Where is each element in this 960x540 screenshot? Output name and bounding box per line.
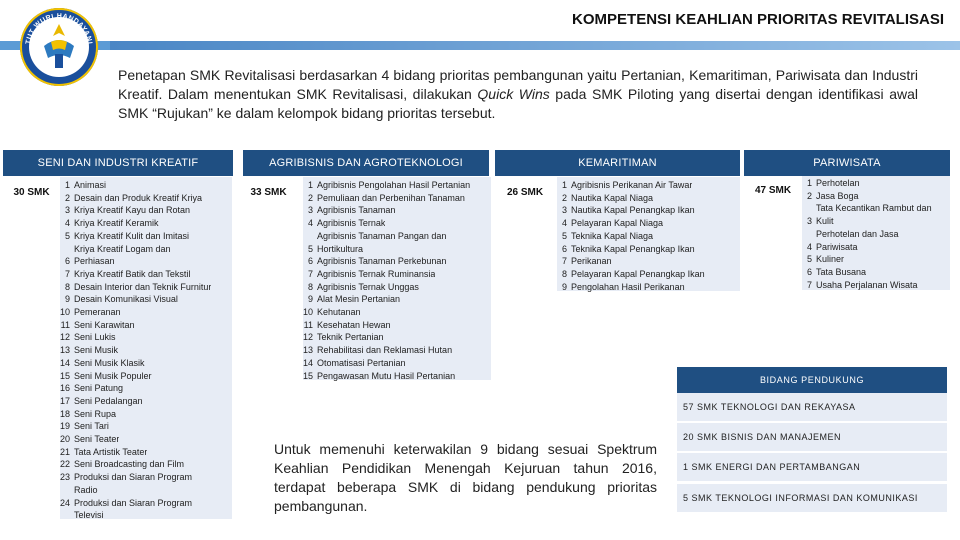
list-item-number: 5 xyxy=(561,230,567,241)
list-item-number: 6 xyxy=(307,256,313,267)
list-item-label: Seni Karawitan xyxy=(74,319,135,330)
list-item xyxy=(60,446,232,459)
list-item xyxy=(557,255,740,268)
list-item-label: Seni Broadcasting dan Film xyxy=(74,459,185,470)
list-item-label: Teknika Kapal Penangkap Ikan xyxy=(571,243,695,254)
list-item-label: Pelayaran Kapal Niaga xyxy=(571,218,664,229)
list-item xyxy=(60,458,232,471)
list-item-number: 1 xyxy=(806,178,812,188)
list-item-number: 3 xyxy=(307,205,313,216)
list-item xyxy=(60,408,232,421)
list-item xyxy=(60,433,232,446)
list-item xyxy=(60,497,232,510)
list-item-label: Kriya Kreatif Keramik xyxy=(74,218,159,229)
list-item-number: 5 xyxy=(806,254,812,265)
sector-header-pariwisata: PARIWISATA xyxy=(744,150,950,176)
list-item-number: 4 xyxy=(307,218,313,229)
list-item-number: 11 xyxy=(60,319,70,330)
list-item-number: 20 xyxy=(60,434,71,445)
list-item xyxy=(557,268,740,281)
list-item-number: 2 xyxy=(561,192,567,203)
list-item-label: Pengawasan Mutu Hasil Pertanian xyxy=(317,370,456,381)
list-item-label: Pengolahan Hasil Perikanan xyxy=(571,281,685,292)
list-item-number: 9 xyxy=(64,294,70,305)
sector-count-kemaritiman: 26 SMK xyxy=(506,186,544,198)
intro-text-italic: Quick Wins xyxy=(477,86,550,102)
list-item xyxy=(60,471,232,484)
list-item-number: 4 xyxy=(561,218,567,229)
list-item-number: 22 xyxy=(60,459,71,470)
list-item-number: 15 xyxy=(60,370,71,381)
list-item-number: 6 xyxy=(64,256,70,267)
list-item-number: 6 xyxy=(806,266,812,277)
list-item xyxy=(60,382,232,395)
list-item xyxy=(557,179,740,192)
sector-list-kemaritiman xyxy=(557,177,740,291)
list-item xyxy=(802,279,950,292)
list-item-number: 8 xyxy=(307,281,313,292)
list-item xyxy=(60,293,232,306)
list-item-label: Jasa Boga xyxy=(816,190,859,201)
list-item xyxy=(557,243,740,256)
list-item-number: 2 xyxy=(64,192,70,203)
sector-count-agribisnis: 33 SMK xyxy=(250,186,287,198)
list-item-label: Televisi xyxy=(74,510,104,521)
list-item-label: Agribisnis Tanaman Perkebunan xyxy=(317,256,447,267)
list-item-label: Teknik Pertanian xyxy=(317,332,384,343)
list-item-label: Agribisnis Tanaman xyxy=(317,205,396,216)
list-item-number: 18 xyxy=(60,408,71,419)
list-item-number: 5 xyxy=(307,243,313,254)
list-item-label: Pelayaran Kapal Penangkap Ikan xyxy=(571,268,705,279)
list-item-label: Alat Mesin Pertanian xyxy=(317,294,401,305)
list-item-number: 7 xyxy=(561,256,567,267)
list-item-label: Perhotelan dan Jasa xyxy=(816,228,899,239)
intro-text-1: Penetapan SMK Revitalisasi berdasarkan 4 bidang prioritas pembangunan yaitu Pertanian, Kemaritiman, Pariwisata dan Industri Kreatif. Dalam menentukan SMK Revitalisasi, dilakukan xyxy=(118,67,918,102)
list-item-number: 6 xyxy=(561,243,567,254)
header-bar-gradient xyxy=(110,41,960,50)
list-item-label: Agribisnis Perikanan Air Tawar xyxy=(571,180,693,190)
list-item xyxy=(802,202,950,215)
list-item-number: 7 xyxy=(307,268,313,279)
list-item-number: 15 xyxy=(303,370,314,381)
list-item xyxy=(303,192,491,205)
tut-wuri-handayani-logo-icon xyxy=(18,6,100,88)
list-item-number: 8 xyxy=(561,268,567,279)
support-item-teknologi-rekayasa: 57 SMK TEKNOLOGI DAN REKAYASA xyxy=(677,393,947,421)
list-item-label: Produksi dan Siaran Program xyxy=(74,472,193,483)
list-item-label: Kuliner xyxy=(816,254,845,265)
list-item-number: 7 xyxy=(806,279,812,290)
list-item-number: 1 xyxy=(561,180,567,190)
list-item-label: Desain Komunikasi Visual xyxy=(74,294,178,305)
list-item-label: Nautika Kapal Penangkap Ikan xyxy=(571,205,695,216)
list-item-number xyxy=(802,202,816,215)
list-item xyxy=(303,319,491,332)
list-item-label: Kriya Kreatif Logam dan xyxy=(74,243,171,254)
list-item-label: Seni Lukis xyxy=(74,332,116,343)
support-item-energi-pertambangan: 1 SMK ENERGI DAN PERTAMBANGAN xyxy=(677,453,947,481)
list-item-number: 4 xyxy=(64,218,70,229)
list-item xyxy=(303,243,491,256)
list-item-number: 13 xyxy=(60,345,71,356)
list-item-number: 14 xyxy=(60,357,71,368)
list-item xyxy=(60,509,232,522)
sector-list-pariwisata xyxy=(802,176,950,290)
list-item-label: Perikanan xyxy=(571,256,612,267)
list-item-number: 19 xyxy=(60,421,71,432)
list-item xyxy=(303,331,491,344)
list-item xyxy=(303,344,491,357)
list-item-label: Kriya Kreatif Batik dan Tekstil xyxy=(74,268,191,279)
list-item xyxy=(60,230,232,243)
list-item-label: Kriya Kreatif Kayu dan Rotan xyxy=(74,205,191,216)
list-item-label: Seni Patung xyxy=(74,383,124,394)
list-item-number: 12 xyxy=(60,332,71,343)
list-item xyxy=(60,484,232,497)
list-item-number xyxy=(60,509,74,522)
list-item xyxy=(303,230,491,243)
list-item xyxy=(303,306,491,319)
list-item-number: 24 xyxy=(60,497,71,508)
list-item-label: Seni Tari xyxy=(74,421,109,432)
list-item xyxy=(60,306,232,319)
list-item-number: 9 xyxy=(307,294,313,305)
list-item-number: 21 xyxy=(60,446,71,457)
list-item-number: 10 xyxy=(303,307,314,318)
list-item xyxy=(60,420,232,433)
list-item-number: 1 xyxy=(64,180,70,190)
list-item-label: Seni Musik Klasik xyxy=(74,357,145,368)
list-item xyxy=(557,204,740,217)
list-item-label: Radio xyxy=(74,484,98,495)
list-item xyxy=(303,179,491,192)
list-item-number: 4 xyxy=(806,241,812,252)
list-item-label: Desain dan Produk Kreatif Kriya xyxy=(74,192,203,203)
list-item xyxy=(60,179,232,192)
list-item-number: 16 xyxy=(60,383,71,394)
list-item-number: 14 xyxy=(303,357,314,368)
list-item-number: 11 xyxy=(303,319,313,330)
list-item xyxy=(60,357,232,370)
sector-list-agribisnis xyxy=(303,177,491,380)
list-item-number: 17 xyxy=(60,395,71,406)
list-item-label: Animasi xyxy=(74,180,107,190)
list-item-number: 23 xyxy=(60,472,71,483)
list-item-label: Seni Teater xyxy=(74,434,120,445)
list-item-number: 3 xyxy=(561,205,567,216)
support-item-bisnis-manajemen: 20 SMK BISNIS DAN MANAJEMEN xyxy=(677,423,947,451)
sector-header-kemaritiman: KEMARITIMAN xyxy=(495,150,740,176)
list-item xyxy=(802,177,950,190)
list-item-number xyxy=(60,484,74,497)
list-item-label: Otomatisasi Pertanian xyxy=(317,357,406,368)
list-item-label: Tata Artistik Teater xyxy=(74,446,148,457)
list-item-label: Tata Busana xyxy=(816,266,867,277)
list-item-label: Agribisnis Pengolahan Hasil Pertanian xyxy=(317,180,471,190)
list-item xyxy=(557,230,740,243)
list-item-number: 8 xyxy=(64,281,70,292)
list-item-number: 2 xyxy=(307,192,313,203)
list-item-label: Seni Musik Populer xyxy=(74,370,152,381)
list-item-label: Agribisnis Ternak Ruminansia xyxy=(317,268,436,279)
list-item xyxy=(802,215,950,228)
list-item-label: Produksi dan Siaran Program xyxy=(74,497,193,508)
list-item-number: 10 xyxy=(60,307,71,318)
list-item-label: Nautika Kapal Niaga xyxy=(571,192,654,203)
list-item xyxy=(60,255,232,268)
page-title: KOMPETENSI KEAHLIAN PRIORITAS REVITALISASI xyxy=(572,11,944,28)
intro-paragraph xyxy=(118,66,918,123)
list-item xyxy=(303,217,491,230)
list-item-label: Teknika Kapal Niaga xyxy=(571,230,654,241)
list-item xyxy=(802,241,950,254)
list-item xyxy=(557,217,740,230)
list-item-number xyxy=(303,230,317,243)
list-item-number: 3 xyxy=(806,216,812,227)
list-item xyxy=(60,395,232,408)
list-item-label: Pemeranan xyxy=(74,307,121,318)
list-item-label: Kulit xyxy=(816,216,834,227)
list-item-label: Seni Rupa xyxy=(74,408,117,419)
support-header: BIDANG PENDUKUNG xyxy=(677,367,947,393)
svg-text:TUT WURI HANDAYANI: TUT WURI HANDAYANI xyxy=(25,12,93,45)
list-item-label: Perhiasan xyxy=(74,256,115,267)
list-item-number: 9 xyxy=(561,281,567,292)
list-item-label: Seni Pedalangan xyxy=(74,395,143,406)
list-item-label: Hortikultura xyxy=(317,243,364,254)
list-item xyxy=(303,281,491,294)
list-item-label: Pemuliaan dan Perbenihan Tanaman xyxy=(317,192,465,203)
list-item-label: Agribisnis Ternak xyxy=(317,218,386,229)
list-item xyxy=(802,266,950,279)
list-item-label: Pariwisata xyxy=(816,241,858,252)
support-item-tik: 5 SMK TEKNOLOGI INFORMASI DAN KOMUNIKASI xyxy=(677,484,947,512)
list-item-label: Agribisnis Tanaman Pangan dan xyxy=(317,230,447,241)
list-item-label: Tata Kecantikan Rambut dan xyxy=(816,203,932,214)
list-item xyxy=(303,293,491,306)
note-paragraph: Untuk memenuhi keterwakilan 9 bidang sesuai Spektrum Keahlian Pendidikan Menengah Kejuruan tahun 2016, terdapat beberapa SMK di bidang pendukung prioritas pembangunan. xyxy=(274,441,657,514)
list-item-number xyxy=(60,243,74,256)
list-item xyxy=(802,228,950,241)
list-item-label: Seni Musik xyxy=(74,345,119,356)
list-item-number: 5 xyxy=(64,230,70,241)
list-item xyxy=(303,204,491,217)
list-item xyxy=(60,192,232,205)
list-item xyxy=(60,344,232,357)
list-item-number: 13 xyxy=(303,345,314,356)
list-item-number: 12 xyxy=(303,332,314,343)
sector-header-seni: SENI DAN INDUSTRI KREATIF xyxy=(3,150,233,176)
list-item xyxy=(303,370,491,383)
list-item-number: 3 xyxy=(64,205,70,216)
list-item xyxy=(60,243,232,256)
list-item xyxy=(60,204,232,217)
list-item-label: Perhotelan xyxy=(816,178,860,188)
list-item xyxy=(60,281,232,294)
sector-list-seni xyxy=(60,177,232,519)
list-item xyxy=(303,357,491,370)
list-item-number xyxy=(802,228,816,241)
list-item-number: 1 xyxy=(307,180,313,190)
list-item xyxy=(802,190,950,203)
list-item xyxy=(60,319,232,332)
list-item-label: Rehabilitasi dan Reklamasi Hutan xyxy=(317,345,453,356)
sector-count-seni: 30 SMK xyxy=(13,186,50,198)
list-item xyxy=(60,370,232,383)
list-item-label: Kriya Kreatif Kulit dan Imitasi xyxy=(74,230,190,241)
intro-text-2: pada SMK Piloting yang disertai dengan identifikasi awal SMK “Rujukan” ke dalam kelompok bidang prioritas tersebut. xyxy=(118,86,918,121)
list-item xyxy=(303,268,491,281)
list-item xyxy=(557,192,740,205)
list-item xyxy=(802,253,950,266)
list-item xyxy=(60,331,232,344)
list-item xyxy=(60,217,232,230)
list-item-label: Kehutanan xyxy=(317,307,361,318)
list-item-label: Desain Interior dan Teknik Furnitur xyxy=(74,281,212,292)
list-item xyxy=(557,281,740,294)
list-item-label: Usaha Perjalanan Wisata xyxy=(816,279,918,290)
list-item-label: Agribisnis Ternak Unggas xyxy=(317,281,419,292)
sector-header-agribisnis: AGRIBISNIS DAN AGROTEKNOLOGI xyxy=(243,150,489,176)
header-bar xyxy=(0,41,960,50)
list-item-number: 7 xyxy=(64,268,70,279)
list-item-number: 2 xyxy=(806,190,812,201)
sector-count-pariwisata: 47 SMK xyxy=(754,184,792,196)
list-item-label: Kesehatan Hewan xyxy=(317,319,391,330)
list-item xyxy=(303,255,491,268)
list-item xyxy=(60,268,232,281)
